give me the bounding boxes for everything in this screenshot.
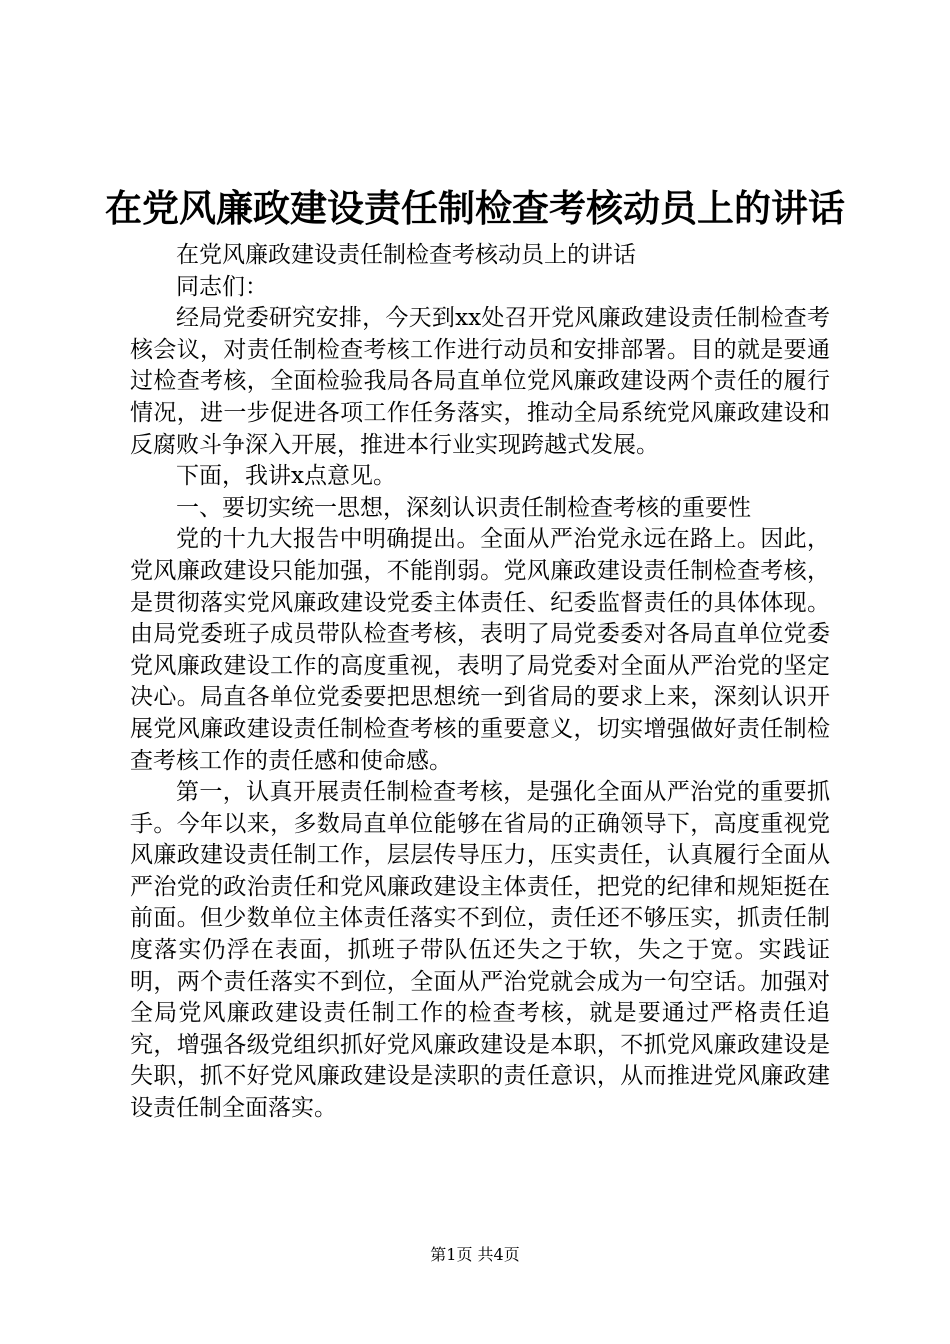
body-paragraph: 党的十九大报告中明确提出。全面从严治党永远在路上。因此，党风廉政建设只能加强，不能削弱。党风廉政建设责任制检查考核，是贯彻落实党风廉政建设党委主体责任、纪委监督责任的具体体现。由局党委班子成员带队检查考核，表明了局党委委对各局直单位党委党风廉政建设工作的高度重视，表明了局党委对全面从严治党的坚定决心。局直各单位党委要把思想统一到省局的要求上来，深刻认识开展党风廉政建设责任制检查考核的重要意义，切实增强做好责任制检查考核工作的责任感和使命感。 (130, 526, 830, 774)
body-paragraph: 下面，我讲x点意见。 (176, 463, 396, 490)
document-body (130, 240, 830, 1125)
body-paragraph-subtitle: 在党风廉政建设责任制检查考核动员上的讲话 (176, 242, 636, 268)
section-heading: 一、要切实统一思想，深刻认识责任制检查考核的重要性 (176, 494, 751, 521)
page-number-footer: 第1页 共4页 (430, 1245, 520, 1264)
body-paragraph: 经局党委研究安排，今天到xx处召开党风廉政建设责任制检查考核会议，对责任制检查考核工作进行动员和安排部署。目的就是要通过检查考核，全面检验我局各局直单位党风廉政建设两个责任的履行情况，进一步促进各项工作任务落实，推动全局系统党风廉政建设和反腐败斗争深入开展，推进本行业实现跨越式发展。 (130, 305, 830, 458)
document-title: 在党风廉政建设责任制检查考核动员上的讲话 (105, 186, 845, 230)
body-paragraph: 第一，认真开展责任制检查考核，是强化全面从严治党的重要抓手。今年以来，多数局直单位能够在省局的正确领导下，高度重视党风廉政建设责任制工作，层层传导压力，压实责任，认真履行全面从严治党的政治责任和党风廉政建设主体责任，把党的纪律和规矩挺在前面。但少数单位主体责任落实不到位，责任还不够压实，抓责任制度落实仍浮在表面，抓班子带队伍还失之于软，失之于宽。实践证明，两个责任落实不到位，全面从严治党就会成为一句空话。加强对全局党风廉政建设责任制工作的检查考核，就是要通过严格责任追究，增强各级党组织抓好党风廉政建设是本职，不抓党风廉政建设是失职，抓不好党风廉政建设是渎职的责任意识，从而推进党风廉政建设责任制全面落实。 (130, 779, 830, 1122)
body-paragraph-salutation: 同志们： (176, 273, 268, 300)
